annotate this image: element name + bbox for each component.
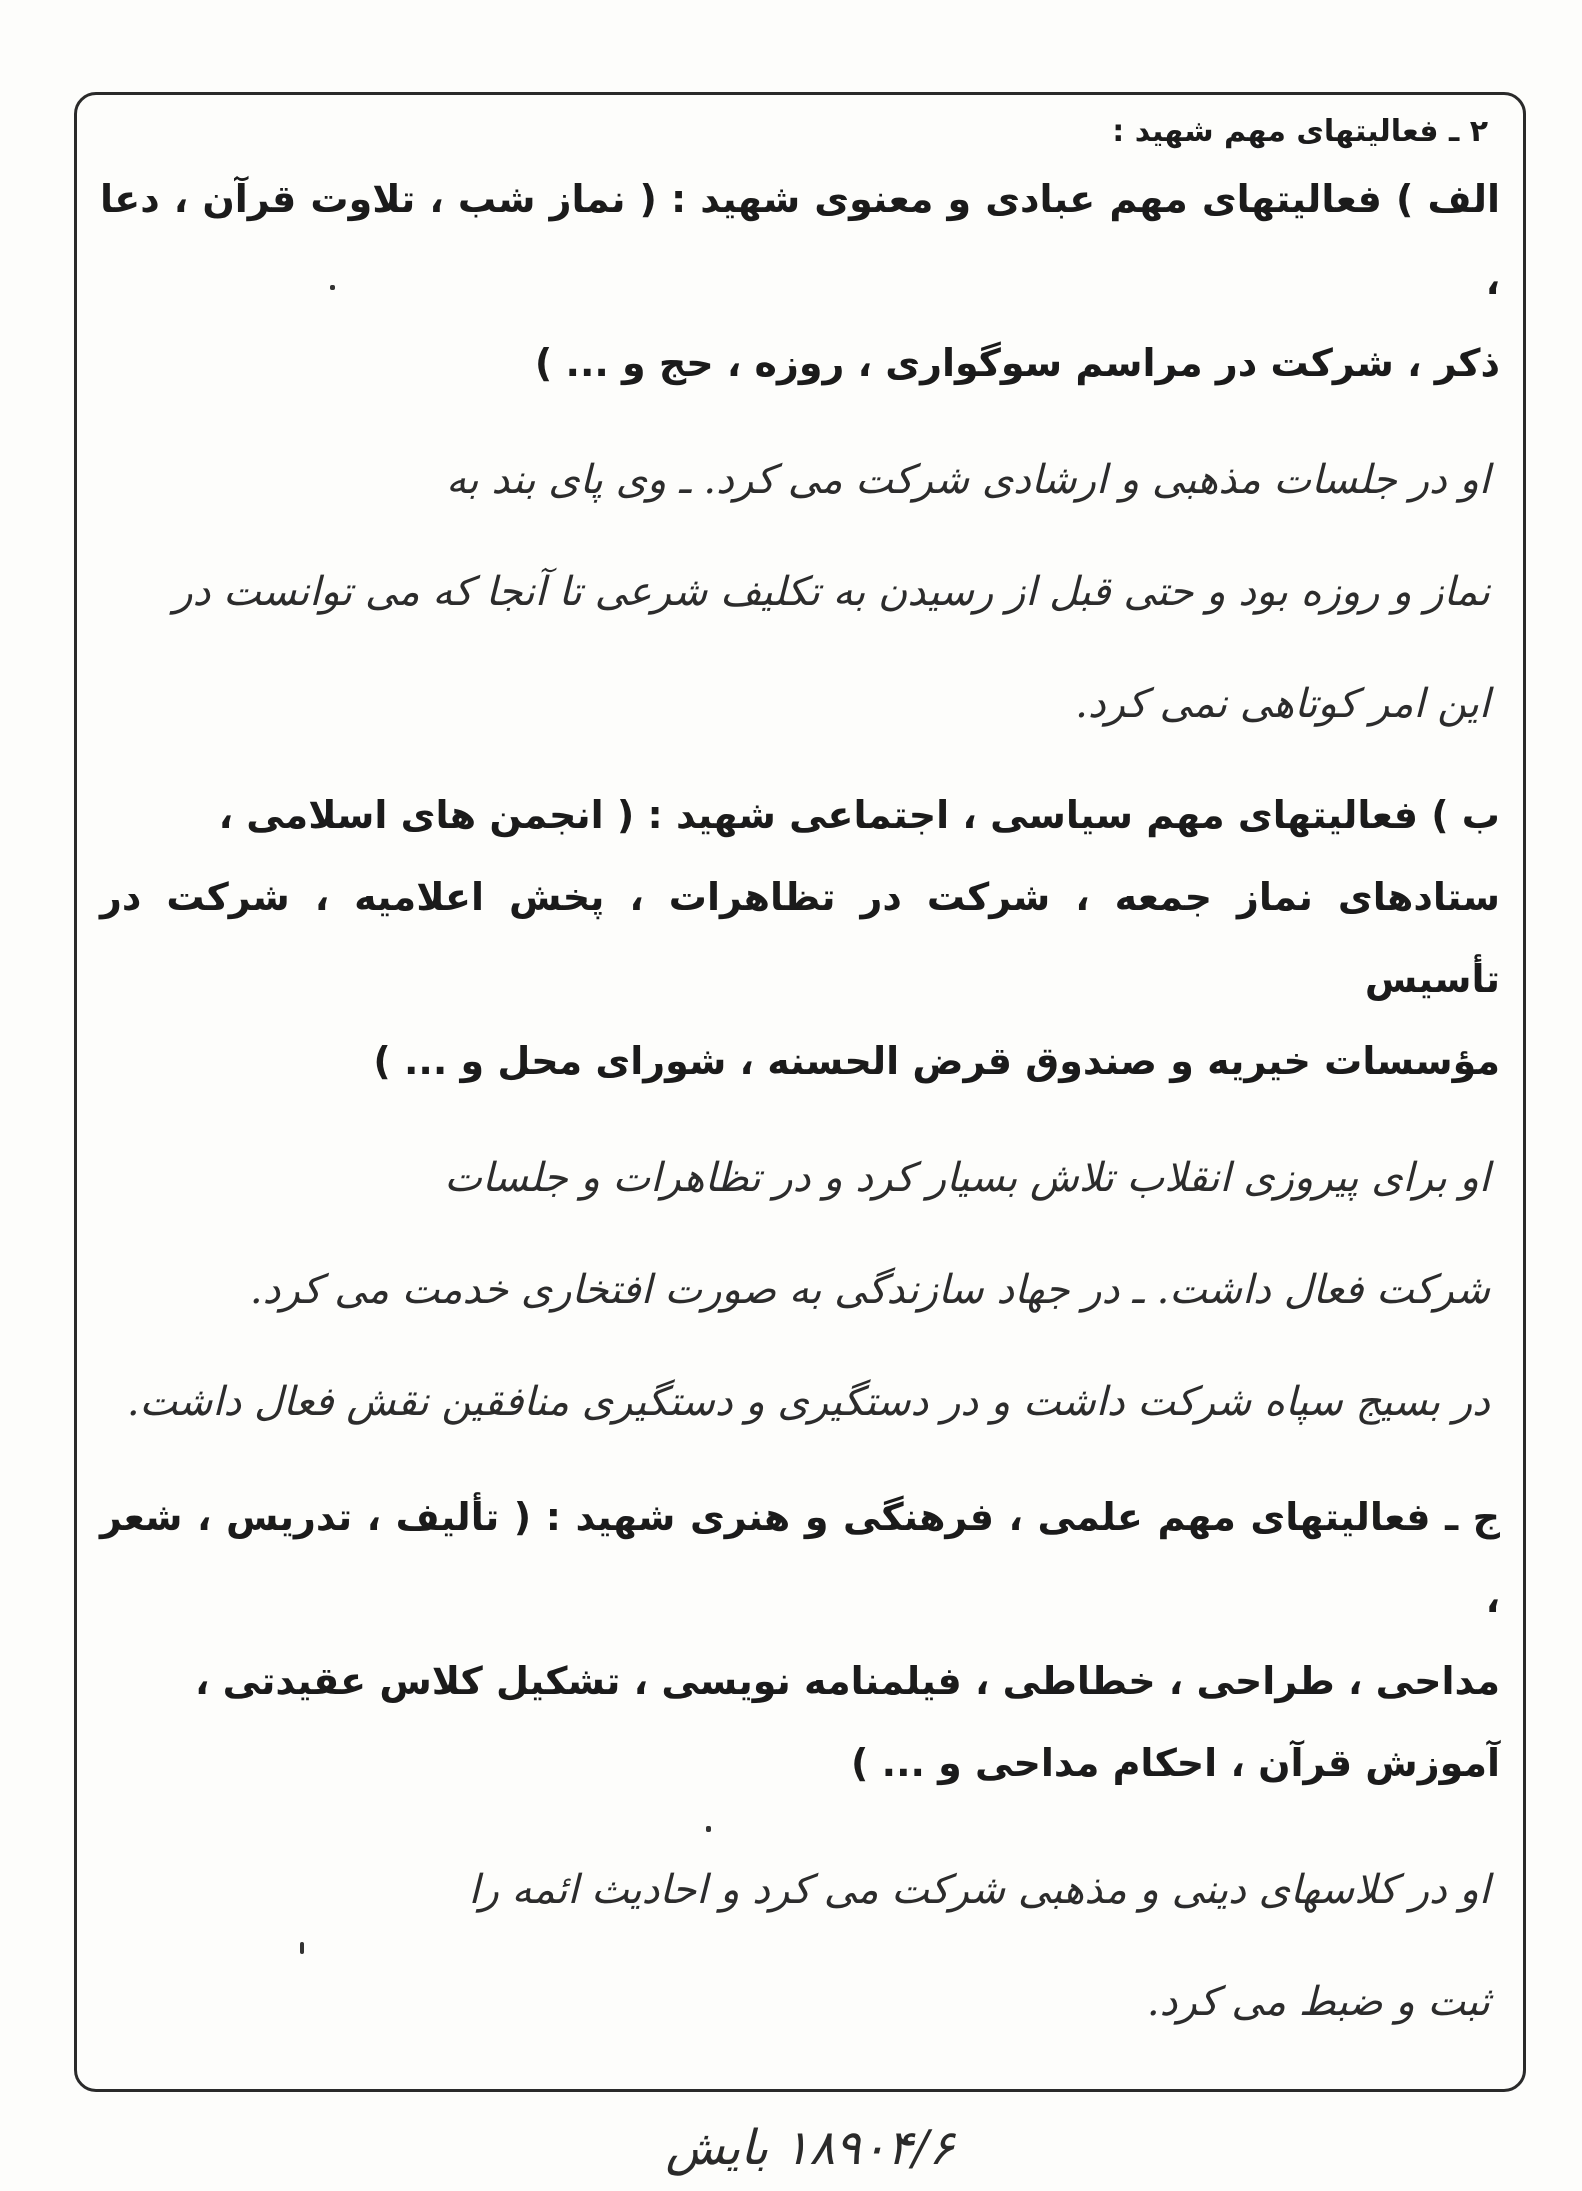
handwritten-line: او در جلسات مذهبی و ارشادی شرکت می کرد. ـ وی پای بند به <box>446 457 1490 503</box>
part-b-line: ب ) فعالیتهای مهم سیاسی ، اجتماعی شهید : ( انجمن های اسلامی ، <box>218 793 1500 837</box>
handwritten-line: نماز و روزه بود و حتی قبل از رسیدن به تکلیف شرعی تا آنجا که می توانست در <box>173 569 1490 615</box>
part-b-line: ستادهای نماز جمعه ، شرکت در تظاهرات ، پخش اعلامیه ، شرکت در تأسیس <box>100 875 1500 1001</box>
handwritten-line: او در کلاسهای دینی و مذهبی شرکت می کرد و احادیث ائمه را <box>468 1867 1490 1913</box>
part-c-line: مداحی ، طراحی ، خطاطی ، فیلمنامه نویسی ، تشکیل کلاس عقیدتی ، <box>194 1659 1500 1703</box>
part-a-printed <box>100 158 1500 404</box>
handwritten-line: او برای پیروزی انقلاب تلاش بسیار کرد و در تظاهرات و جلسات <box>444 1155 1490 1201</box>
part-b-printed <box>100 774 1500 1102</box>
form-content <box>100 112 1500 2058</box>
handwritten-line: شرکت فعال داشت. ـ در جهاد سازندگی به صورت افتخاری خدمت می کرد. <box>249 1267 1490 1313</box>
part-a-line: ذکر ، شرکت در مراسم سوگواری ، روزه ، حج و ... ) <box>534 341 1500 385</box>
part-c-line: ج ـ فعالیتهای مهم علمی ، فرهنگی و هنری شهید : ( تألیف ، تدریس ، شعر ، <box>100 1495 1500 1621</box>
ink-speck <box>330 285 335 290</box>
ink-speck <box>300 1942 304 1954</box>
part-b-line: مؤسسات خیریه و صندوق قرض الحسنه ، شورای محل و ... ) <box>373 1039 1500 1083</box>
part-c-printed <box>100 1476 1500 1804</box>
part-b-handwritten-answer <box>100 1122 1500 1458</box>
section-title: ۲ ـ فعالیتهای مهم شهید : <box>1112 114 1488 149</box>
handwritten-line: این امر کوتاهی نمی کرد. <box>1075 681 1490 727</box>
handwritten-line: در بسیج سپاه شرکت داشت و در دستگیری و دستگیری منافقین نقش فعال داشت. <box>126 1379 1490 1425</box>
handwritten-reference-number: ۱۸۹۰۴/۶ بایش <box>665 2120 955 2176</box>
ink-speck <box>706 1826 711 1832</box>
part-a-line: الف ) فعالیتهای مهم عبادی و معنوی شهید : ( نماز شب ، تلاوت قرآن ، دعا ، <box>100 177 1500 303</box>
handwritten-line: ثبت و ضبط می کرد. <box>1146 1979 1490 2025</box>
part-c-handwritten-answer <box>100 1834 1500 2058</box>
part-c-line: آموزش قرآن ، احکام مداحی و ... ) <box>851 1741 1500 1785</box>
top-cut-off-text <box>40 0 1520 42</box>
part-a-handwritten-answer <box>100 424 1500 760</box>
